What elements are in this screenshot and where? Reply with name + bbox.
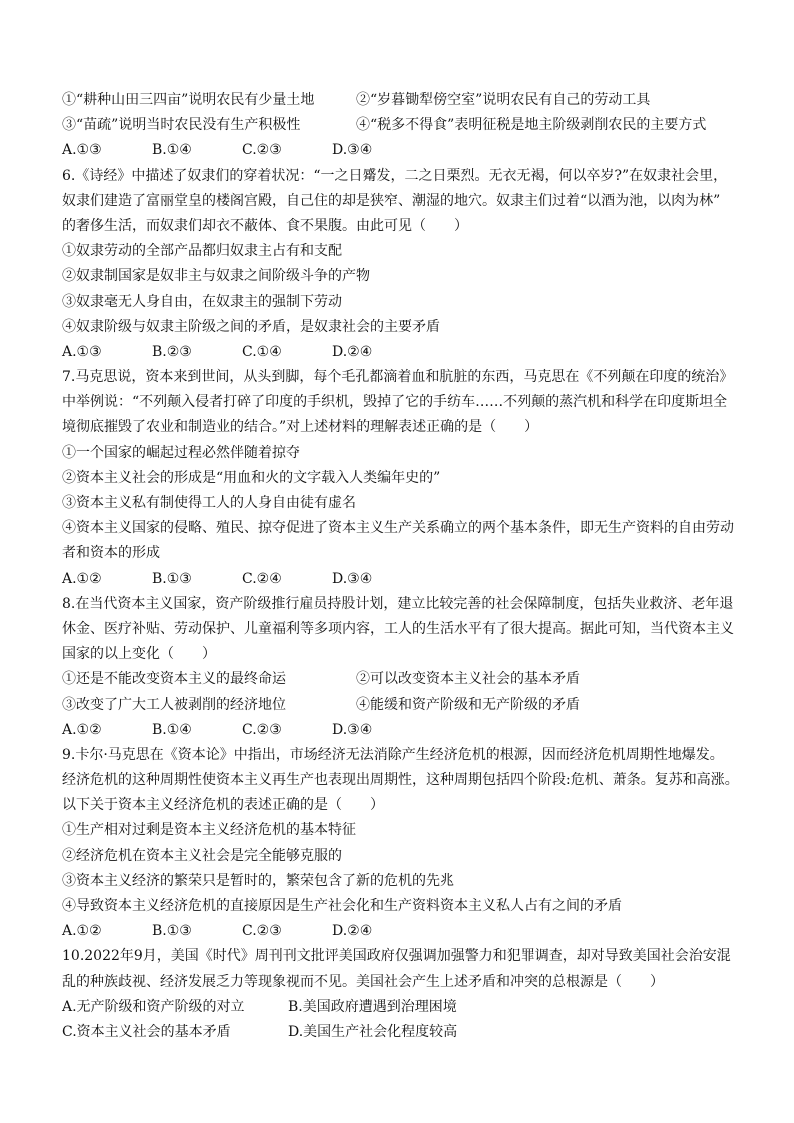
q5-statement-3: ③“苗疏”说明当时农民没有生产积极性: [62, 117, 301, 134]
q8-statements-row-2: [62, 693, 742, 718]
q9-option-a: A.①②: [62, 923, 102, 940]
q8-option-d: D.③④: [332, 721, 373, 738]
q8-option-c: C.②③: [242, 721, 282, 738]
q10-option-c: C.资本主义社会的基本矛盾: [62, 1023, 231, 1040]
q7-option-d: D.③④: [332, 570, 373, 587]
q5-statement-2: ②“岁暮锄犁傍空室”说明农民有自己的劳动工具: [356, 92, 651, 108]
q6-options: [62, 340, 742, 365]
q5-statement-4: ④“税多不得食”表明征税是地主阶级剥削农民的主要方式: [356, 117, 707, 134]
q10-options-row-1: [62, 995, 742, 1020]
q9-statement-3: ③资本主义经济的繁荣只是暂时的，繁荣包含了新的危机的先兆: [62, 872, 454, 889]
q6-statement-3: ③奴隶毫无人身自由，在奴隶主的强制下劳动: [62, 293, 342, 310]
q5-statements-row-2: [62, 113, 742, 138]
q10-option-a: A.无产阶级和资产阶级的对立: [62, 998, 245, 1015]
q5-statements-row-1: [62, 88, 742, 113]
q6-option-b: B.②③: [152, 343, 192, 360]
q6-statement-2: ②奴隶制国家是奴非主与奴隶之间阶级斗争的产物: [62, 268, 370, 285]
q10-stem-line-1: 10.2022年9月，美国《时代》周刊刊文批评美国政府仅强调加强警力和犯罪调查，却对导致美国社会治安混: [62, 948, 731, 965]
q9-stem-line-2: 经济危机的这种周期性使资本主义再生产也表现出周期性，这种周期包括四个阶段:危机、萧条。复苏和高涨。: [62, 772, 739, 789]
q6-statement-1: ①奴隶劳动的全部产品都归奴隶主占有和支配: [62, 243, 342, 260]
q8-stem-line-2: 休金、医疗补贴、劳动保护、儿童福利等多项内容，工人的生活水平有了很大提高。据此可知，当代资本主义: [62, 620, 734, 637]
q6-option-c: C.①④: [242, 343, 282, 360]
q5-option-c: C.②③: [242, 142, 282, 159]
q8-stem-line-3: 国家的以上变化（ ）: [62, 646, 216, 663]
q9-option-b: B.①③: [152, 923, 192, 940]
q6-statement-4: ④奴隶阶级与奴隶主阶级之间的矛盾，是奴隶社会的主要矛盾: [62, 318, 440, 335]
q7-stem-line-2: 中举例说：“不列颠入侵者打碎了印度的手织机，毁掉了它的手纺车……不列颠的蒸汽机和科学在印度斯坦全: [62, 394, 728, 411]
q8-option-a: A.①②: [62, 721, 102, 738]
q6-option-d: D.②④: [332, 343, 373, 360]
exam-page: [62, 88, 742, 1045]
q9-stem-line-1: 9.卡尔·马克思在《资本论》中指出，市场经济无法消除产生经济危机的根源，因而经济危机周期性地爆发。: [62, 746, 724, 763]
q8-statement-2: ②可以改变资本主义社会的基本矛盾: [356, 671, 580, 688]
q10-options-row-2: [62, 1020, 742, 1045]
q6-option-a: A.①③: [62, 343, 102, 360]
q8-statement-4: ④能缓和资产阶级和无产阶级的矛盾: [356, 696, 580, 713]
q7-statement-2: ②资本主义社会的形成是“用血和火的文字载入人类编年史的”: [62, 469, 441, 486]
q6-stem-line-3: 的奢侈生活，而奴隶们却衣不蔽体、食不果腹。由此可见（ ）: [62, 217, 468, 234]
q5-statement-1: ①“耕种山田三四亩”说明农民有少量土地: [62, 92, 315, 108]
q7-option-a: A.①②: [62, 570, 102, 587]
q10-option-b: B.美国政府遭遇到治理困境: [288, 998, 457, 1015]
q10-option-d: D.美国生产社会化程度较高: [288, 1023, 458, 1040]
q8-stem-line-1: 8.在当代资本主义国家，资产阶级推行雇员持股计划，建立比较完善的社会保障制度，包括失业救济、老年退: [62, 595, 734, 612]
q5-options: [62, 138, 742, 163]
q8-statement-1: ①还是不能改变资本主义的最终命运: [62, 671, 286, 688]
q10-stem-line-2: 乱的种族歧视、经济发展乏力等现象视而不见。美国社会产生上述矛盾和冲突的总根源是（ ）: [62, 973, 664, 990]
q9-stem-line-3: 以下关于资本主义经济危机的表述正确的是（ ）: [62, 797, 384, 814]
q8-options: [62, 718, 742, 743]
q7-statement-1: ①一个国家的崛起过程必然伴随着掠夺: [62, 444, 300, 461]
q9-statement-4: ④导致资本主义经济危机的直接原因是生产社会化和生产资料资本主义私人占有之间的矛盾: [62, 898, 622, 914]
q8-option-b: B.①④: [152, 721, 192, 738]
q7-statement-4: ④资本主义国家的侵略、殖民、掠夺促进了资本主义生产关系确立的两个基本条件，即无生产资料的自由劳动: [62, 520, 734, 537]
q8-statements-row-1: [62, 667, 742, 692]
q6-stem-line-1: 6.《诗经》中描述了奴隶们的穿着状况：“一之日觱发，二之日栗烈。无衣无褐，何以卒岁?”在奴隶社会里，: [62, 167, 728, 184]
q9-statement-2: ②经济危机在资本主义社会是完全能够克服的: [62, 847, 342, 864]
q7-stem-line-1: 7.马克思说，资本来到世间，从头到脚，每个毛孔都滴着血和肮脏的东西，马克思在《不列颠在印度的统治》: [62, 369, 734, 386]
q7-options: [62, 567, 742, 592]
q9-option-d: D.②④: [332, 923, 373, 940]
q6-stem-line-2: 奴隶们建造了富丽堂皇的楼阁宫殿，自己住的却是狭窄、潮湿的地穴。奴隶主们过着“以酒为池，以肉为林”: [62, 192, 721, 209]
q5-option-a: A.①③: [62, 142, 102, 159]
q9-option-c: C.②③: [242, 923, 282, 940]
q8-statement-3: ③改变了广大工人被剥削的经济地位: [62, 696, 286, 713]
q7-statement-3: ③资本主义私有制使得工人的人身自由徒有虚名: [62, 495, 356, 511]
q9-options: [62, 919, 742, 944]
q5-option-b: B.①④: [152, 142, 192, 159]
q9-statement-1: ①生产相对过剩是资本主义经济危机的基本特征: [62, 822, 356, 839]
q7-statement-4-cont: 者和资本的形成: [62, 545, 160, 562]
q7-stem-line-3: 境彻底摧毁了农业和制造业的结合。”对上述材料的理解表述正确的是（ ）: [62, 419, 539, 436]
q7-option-b: B.①③: [152, 570, 192, 587]
q5-option-d: D.③④: [332, 142, 373, 159]
q7-option-c: C.②④: [242, 570, 282, 587]
